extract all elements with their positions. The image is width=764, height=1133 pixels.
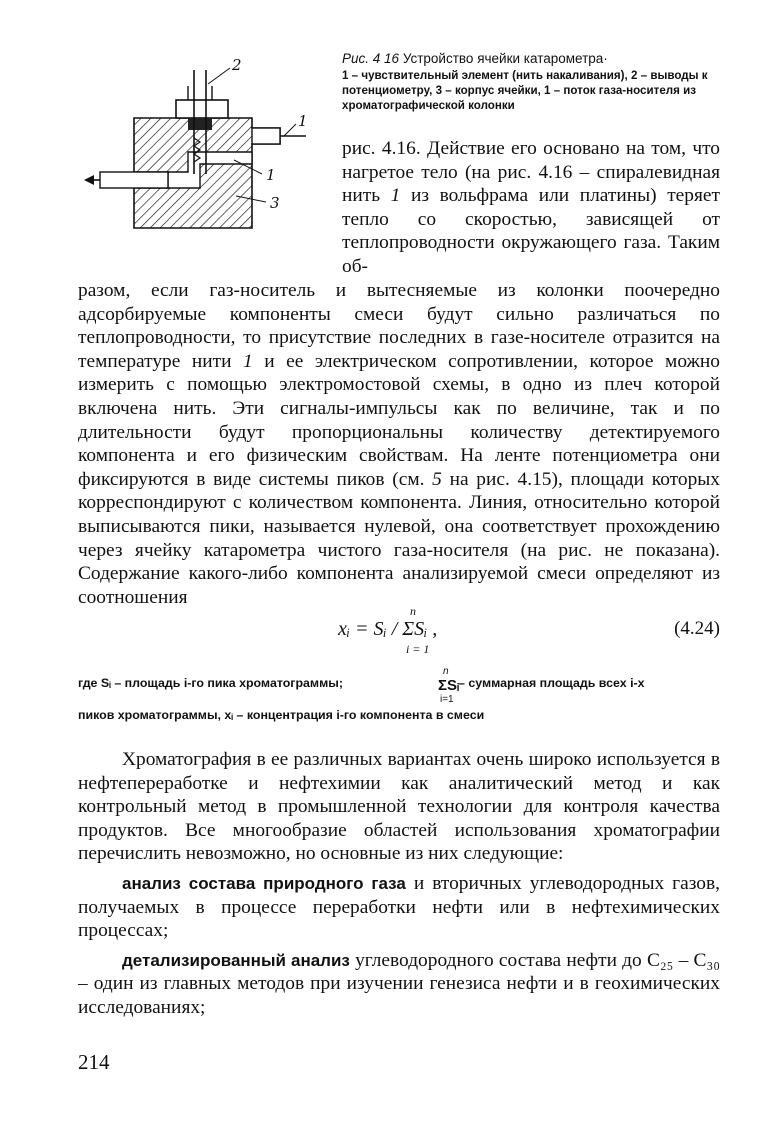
inlet-channel [252,128,280,144]
cell-cap [176,100,228,118]
caption-title: Устройство ячейки катарометра· [402,51,608,66]
definition-sum: n ΣSᵢ i=1 [438,666,460,705]
figure-label-2: 2 [232,56,242,74]
caption-label: Рис. 4 16 [342,51,400,66]
caption-title-line [342,50,720,68]
definition-x: пиков хроматограммы, xᵢ – концентрация i-го компонента в смеси [78,708,485,722]
application-item-gas: анализ состава природного газа и вторичных углеводородных газов, получаемых в процессе переработки нефти или в нефтехимических процессах; [78,872,720,942]
formula-sum-upper: n [410,604,416,618]
figure-caption [342,50,720,113]
outlet-channel [100,172,168,188]
outlet-arrow [84,175,94,185]
definition-s: где Sᵢ – площадь i-го пика хроматограммы; [78,676,343,690]
equation-number: (4.24) [674,618,720,639]
lead-paragraph: рис. 4.16. Действие его основано на том, что нагретое тело (на рис. 4.16 – спиралевидная нить 1 из вольфрама или платины) теряет тепло со скоростью, зависящей от теплопроводности окружающего газа. Таким об- [342,138,720,277]
formula-expression: xᵢ = Sᵢ / ΣSᵢ , [338,618,438,640]
figure-label-3: 3 [270,194,280,212]
formula-sum-lower: i = 1 [406,642,430,656]
figure-label-1-gas: 1 [298,112,308,130]
continued-paragraph: разом, если газ-носитель и вытесняемые из колонки поочередно адсорбируемые компоненты смеси будут сильно различаться по теплопроводности, то присутствие последних в газе-носителе отразится на температуре нити 1 и ее электрическом сопротивлении, которое можно измерить с помощью электромостовой схемы, в одно из плеч которой включена нить. Эти сигналы-импульсы как по величине, так и по длительности будут пропорциональны количеству детектируемого компонента и его физическим свойствам. На ленте потенциометра они фиксируются в виде системы пиков (см. 5 на рис. 4.15), площади которых корреспондируют с количеством компонента. Линия, относительно которой выписываются пики, называется нулевой, она соответствует прохождению через ячейку катарометра чистого газа-носителя (на рис. не показана). Содержание какого-либо компонента анализируемой смеси определяют из соотношения [78,280,720,608]
applications-intro: Хроматография в ее различных вариантах очень широко используется в нефтепереработке и нефтехимии как аналитический метод и как контрольный метод в промышленной технологии для контроля качества продуктов. Все многообразие областей использования хроматографии перечислить невозможно, но основные из них следующие: [78,749,720,865]
catharometer-diagram [84,56,316,256]
caption-legend: 1 – чувствительный элемент (нить накаливания), 2 – выводы к потенциометру, 3 – корпус ячейки, 1 – поток газа-носителя из хроматографической колонки [342,69,708,112]
formula-definitions [78,668,720,722]
definition-sum-text: – суммарная площадь всех i-х [458,676,645,690]
formula-4-24 [78,604,720,666]
page-number: 214 [78,1050,110,1074]
figure-label-1-filament: 1 [266,166,276,184]
applications-section [78,748,720,1020]
insulator [188,118,212,130]
catharometer-figure [84,56,316,256]
application-item-oil: детализированный анализ углеводородного состава нефти до C₂₅ – C₃₀ – один из главных методов при изучении генезиса нефти и в геохимических исследованиях; [78,949,720,1018]
